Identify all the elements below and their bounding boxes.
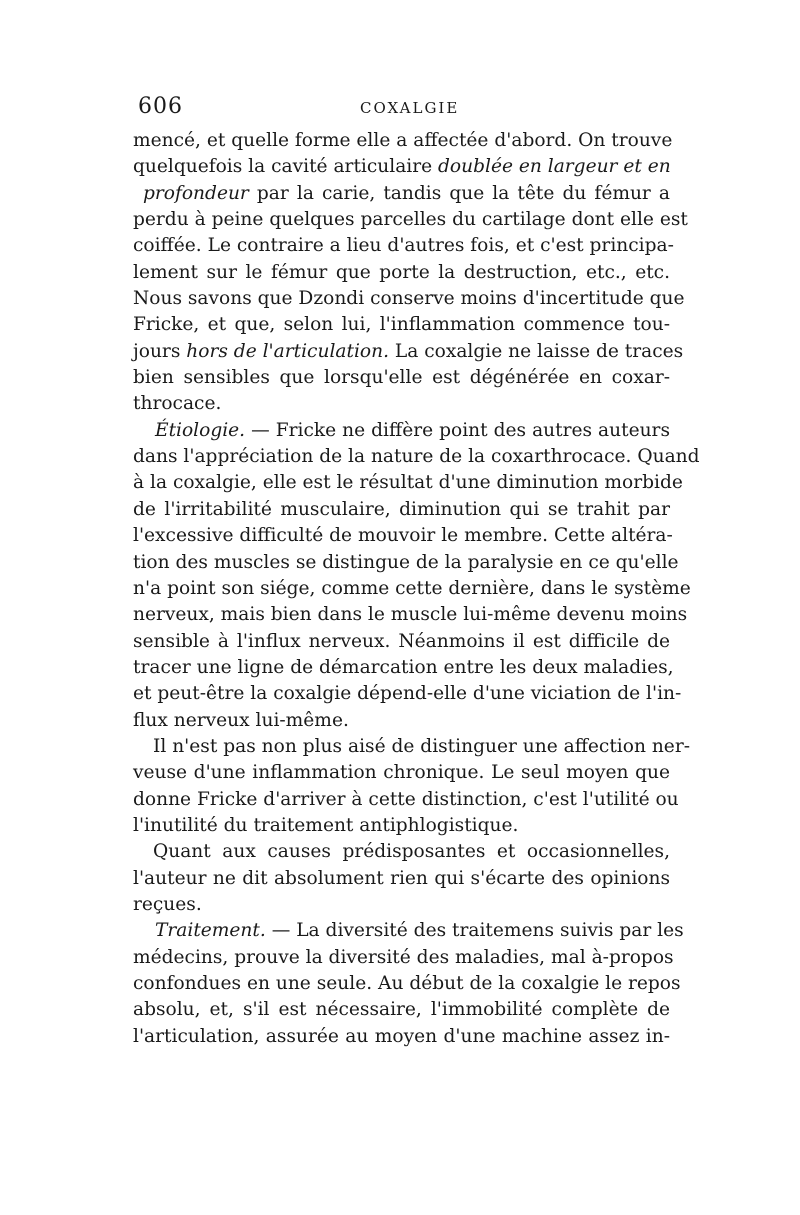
text-segment: Nous savons que Dzondi conserve moins d'incertitude que <box>133 288 685 310</box>
text-segment: de l'irritabilité musculaire, diminution qui se trahit par <box>133 498 670 520</box>
text-segment: lement sur le fémur que porte la destruction, etc., etc. <box>133 261 670 283</box>
text-segment: coiffée. Le contraire a lieu d'autres fois, et c'est principa- <box>133 235 674 257</box>
body-text <box>133 128 700 1050</box>
text-line <box>133 523 673 549</box>
text-line <box>133 391 670 417</box>
text-line <box>133 918 684 944</box>
text-segment: Quant aux causes prédisposantes et occasionnelles, <box>153 841 670 863</box>
text-line <box>133 233 674 259</box>
text-line <box>133 945 674 971</box>
italic-text: profondeur <box>143 182 249 204</box>
text-segment: flux nerveux lui-même. <box>133 709 349 731</box>
text-line <box>133 602 688 628</box>
text-segment: dans l'appréciation de la nature de la coxarthrocace. Quand <box>133 446 700 468</box>
text-line <box>133 892 670 918</box>
text-segment: quelquefois la cavité articulaire <box>133 156 439 178</box>
italic-text: doublée en largeur et en <box>438 156 671 178</box>
text-line <box>133 787 679 813</box>
italic-text: hors de l'articulation. <box>186 340 389 362</box>
text-line <box>133 207 688 233</box>
text-line <box>133 734 690 760</box>
text-line <box>133 470 683 496</box>
text-segment: La coxalgie ne laisse de traces <box>388 340 684 362</box>
text-segment: par la carie, tandis que la tête du fémur a <box>248 182 670 204</box>
page-number: 606 <box>138 94 183 119</box>
text-segment: tion des muscles se distingue de la paralysie en ce qu'elle <box>133 551 679 573</box>
text-line <box>133 154 670 180</box>
text-line <box>133 550 679 576</box>
text-segment: mencé, et quelle forme elle a affectée d'abord. On trouve <box>133 130 673 151</box>
text-line <box>133 997 670 1023</box>
text-segment: nerveux, mais bien dans le muscle lui-même devenu moins <box>133 604 688 626</box>
text-line <box>133 365 670 391</box>
text-line <box>133 418 670 444</box>
text-segment: donne Fricke d'arriver à cette distinction, c'est l'utilité ou <box>133 788 679 810</box>
text-line <box>133 444 700 470</box>
text-line <box>133 629 670 655</box>
text-segment: l'auteur ne dit absolument rien qui s'écarte des opinions <box>133 867 670 889</box>
text-segment: — La diversité des traitemens suivis par les <box>265 920 684 942</box>
text-line <box>133 971 681 997</box>
text-line <box>133 866 670 892</box>
text-segment: — Fricke ne diffère point des autres auteurs <box>245 419 670 441</box>
text-segment: perdu à peine quelques parcelles du cartilage dont elle est <box>133 209 688 231</box>
text-line <box>133 181 670 207</box>
text-segment: reçues. <box>133 893 202 915</box>
text-line <box>133 260 670 286</box>
running-head: COXALGIE <box>360 99 460 117</box>
text-segment: médecins, prouve la diversité des maladies, mal à-propos <box>133 946 674 968</box>
text-line <box>133 497 670 523</box>
text-segment: sensible à l'influx nerveux. Néanmoins il est difficile de <box>133 630 670 652</box>
text-segment: tracer une ligne de démarcation entre les deux maladies, <box>133 656 674 678</box>
text-line <box>133 813 670 839</box>
text-segment: bien sensibles que lorsqu'elle est dégénérée en coxar- <box>133 367 670 389</box>
text-segment: throcace. <box>133 393 222 415</box>
italic-text: Traitement. <box>155 920 266 942</box>
text-line <box>133 655 674 681</box>
text-line <box>133 839 670 865</box>
text-segment: n'a point son siége, comme cette dernière, dans le système <box>133 577 691 599</box>
text-segment: Il n'est pas non plus aisé de distinguer une affection ner- <box>153 735 690 757</box>
text-segment: confondues en une seule. Au début de la coxalgie le repos <box>133 973 681 994</box>
text-segment: l'inutilité du traitement antiphlogistique. <box>133 814 519 836</box>
text-segment: l'excessive difficulté de mouvoir le membre. Cette altéra- <box>133 525 673 547</box>
italic-text: Étiologie. <box>155 419 246 441</box>
text-segment: Fricke, et que, selon lui, l'inflammation commence tou- <box>133 314 670 336</box>
text-line <box>133 708 670 734</box>
text-line <box>133 286 685 312</box>
text-line <box>133 128 673 154</box>
text-line <box>133 760 670 786</box>
text-segment: à la coxalgie, elle est le résultat d'une diminution morbide <box>133 472 683 494</box>
text-segment: jours <box>133 340 187 362</box>
text-line <box>133 681 682 707</box>
text-segment: absolu, et, s'il est nécessaire, l'immobilité complète de <box>133 999 670 1021</box>
text-segment: l'articulation, assurée au moyen d'une machine assez in- <box>133 1025 670 1047</box>
text-line <box>133 339 684 365</box>
text-line <box>133 1024 670 1050</box>
text-segment: veuse d'une inflammation chronique. Le seul moyen que <box>133 762 670 784</box>
page-header <box>0 94 800 124</box>
text-line <box>133 312 670 338</box>
text-line <box>133 576 691 602</box>
text-segment: et peut-être la coxalgie dépend-elle d'une viciation de l'in- <box>133 683 682 705</box>
